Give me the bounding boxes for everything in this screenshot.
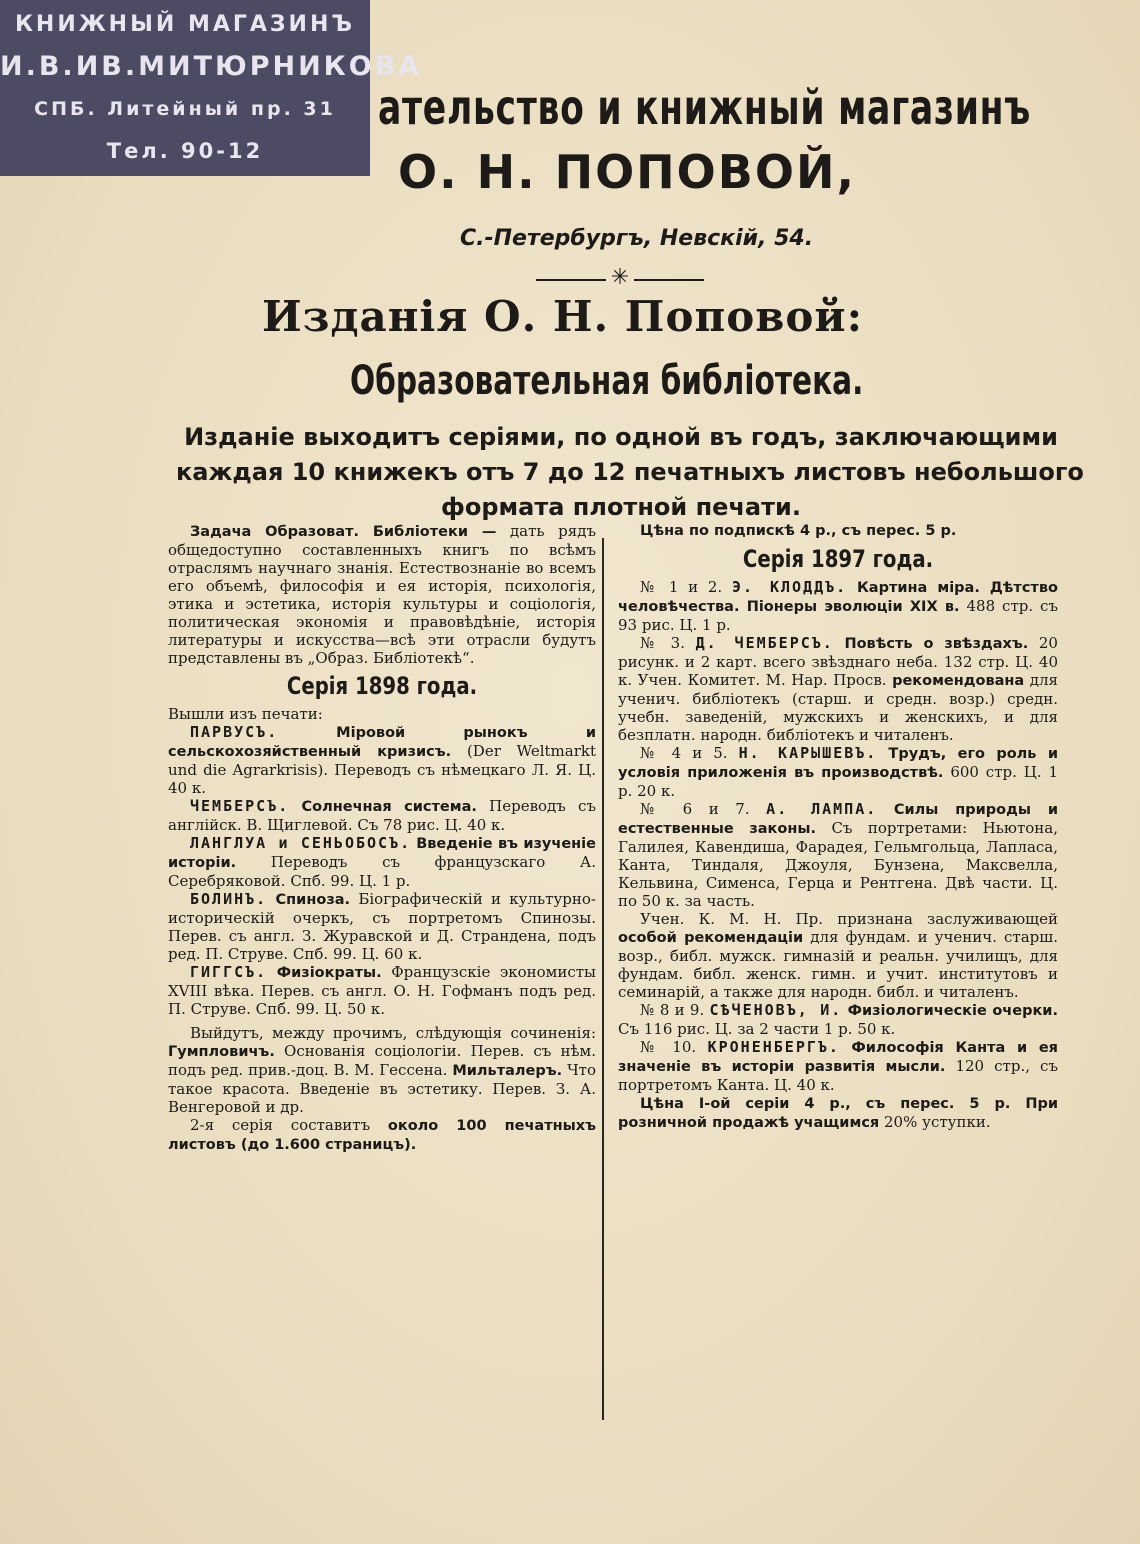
- closing-emphasis: около 100 печатныхъ листовъ (до 1.600 страницъ).: [168, 1118, 596, 1153]
- entry-author: БОЛИНЪ.: [190, 890, 268, 908]
- task-lead: Задача Образоват. Библiотеки —: [190, 524, 497, 540]
- intro-paragraph: [176, 420, 1084, 525]
- sub-title: Образовательная библiотека.: [350, 358, 864, 404]
- list-item: [168, 834, 596, 890]
- forthcoming-details: Что такое красота. Введенiе въ эстетику. Перев. З. А. Венгеровой и др.: [168, 1061, 596, 1116]
- entry-number: № 3.: [640, 634, 685, 652]
- entry-title: Солнечная система.: [301, 799, 477, 815]
- entry-title: Картина мiра. Дѣтство человѣчества. Пiонеры эволюцiи XIX в.: [618, 580, 1058, 615]
- entry-number: № 1 и 2.: [640, 578, 723, 596]
- entry-details: Французскiе экономисты XVIII вѣка. Перев. съ англ. О. Н. Гофманъ подъ ред. П. Струве. Спб. 99. Ц. 50 к.: [168, 963, 596, 1018]
- star-ornament-icon: ✳: [610, 264, 630, 289]
- publisher-name: О. Н. ПОПОВОЙ,: [398, 145, 856, 199]
- task-text: дать рядъ общедоступно составленныхъ книгъ по всѣмъ отраслямъ научнаго знанiя. Естествознанiе во всемъ его объемѣ, философiя и ея исторiя, психологiя, этика и эстетика, исторiя культуры и соцiологiя, политическая экономiя и правовѣдѣнiе, исторiя литературы и искусства—всѣ эти отрасли будутъ представлены въ „Образ. Библiотекѣ“.: [168, 522, 596, 667]
- forthcoming-author: Мильталеръ.: [452, 1063, 563, 1079]
- right-column: [618, 522, 1058, 1132]
- entry-title: Физiократы.: [276, 965, 382, 981]
- list-item: [168, 890, 596, 963]
- price-discount: 20% уступки.: [884, 1113, 991, 1131]
- closing-lead: 2-я серiя составитъ: [190, 1116, 371, 1134]
- entry-details: 488 стр. съ 93 рис. Ц. 1 р.: [618, 597, 1059, 634]
- entry-number: № 6 и 7.: [640, 800, 750, 818]
- bookshop-stamp: [0, 0, 423, 176]
- ornament-line-left: [536, 279, 606, 281]
- entry-title: Мiровой рынокъ и сельскохозяйственный кризисъ.: [168, 725, 596, 760]
- entry-details: Переводъ съ французскаго А. Серебряковой. Спб. 99. Ц. 1 р.: [168, 853, 596, 890]
- forthcoming-details: Основанiя соцiологiи. Перев. съ нѣм. подъ ред. прив.-доц. В. М. Гессена.: [168, 1042, 596, 1079]
- entry-number: № 8 и 9.: [640, 1001, 705, 1019]
- printed-label: Вышли изъ печати:: [168, 705, 323, 723]
- stamp-line-1: КНИЖНЫЙ МАГАЗИНЪ: [14, 12, 356, 37]
- price-emphasis: Цѣна I-ой серiи 4 р., съ перес. 5 р. При розничной продажѣ учащимся: [618, 1096, 1058, 1131]
- entry-number: № 10.: [640, 1038, 697, 1056]
- stamp-line-4: Тел. 90-12: [106, 139, 264, 163]
- entry-details: для ученич. библiотекъ (старш. и средн. возр.) средн. учебн. заведенiй, мужскихъ и женскихъ, и для безплатн. народн. библiотекъ и читаленъ.: [618, 671, 1058, 744]
- list-item: [618, 800, 1058, 910]
- stamp-line-2: И.В.ИВ.МИТЮРНИКОВА: [0, 51, 423, 82]
- entry-recommendation: рекомендована: [892, 673, 1025, 689]
- list-item: [168, 797, 596, 834]
- entry-title: Трудъ, его роль и условiя приложенiя въ производствѣ.: [618, 746, 1058, 781]
- entry-author: Д. ЧЕМБЕРСЪ.: [695, 634, 834, 652]
- list-item: [618, 578, 1058, 634]
- entry-author: А. ЛАМПА.: [766, 800, 878, 818]
- main-title: Изданiя О. Н. Поповой:: [262, 292, 864, 341]
- entry-author: ЧЕМБЕРСЪ.: [190, 797, 290, 815]
- committee-details: для фундам. и ученич. старш. возр., библ. мужск. гимназiй и реальн. училищъ, для фундам. библ. женск. гимн. и учит. институтовъ и семинарiй, а также для народн. библ. и читаленъ.: [618, 928, 1058, 1001]
- intro-line: формата плотной печати.: [441, 493, 801, 521]
- column-divider: [602, 538, 604, 1420]
- list-item: [168, 963, 596, 1018]
- publisher-line: ательство и книжный магазинъ: [378, 80, 1031, 136]
- entry-author: СѢЧЕНОВЪ, И.: [709, 1001, 843, 1019]
- price-paragraph: [618, 1094, 1058, 1132]
- entry-details: Бiографическiй и культурно-историческiй очеркъ, съ портретомъ Спинозы. Перев. съ англ. З. Журавской и Д. Страндена, подъ ред. П. Струве. Спб. 99. Ц. 60 к.: [168, 890, 596, 963]
- intro-line: каждая 10 книжекъ отъ 7 до 12 печатныхъ листовъ небольшого: [176, 458, 1084, 486]
- entry-author: Э. КЛОДДЪ.: [731, 578, 848, 596]
- entry-details: Переводъ съ англiйск. В. Щиглевой. Съ 78 рис. Ц. 40 к.: [168, 797, 596, 834]
- intro-line: Изданiе выходитъ серiями, по одной въ годъ, заключающими: [184, 423, 1058, 451]
- entry-title: Спиноза.: [275, 892, 351, 908]
- forthcoming-author: Гумпловичъ.: [168, 1044, 275, 1060]
- entry-author: ЛАНГЛУА и СЕНЬОБОСЪ.: [190, 834, 412, 852]
- entry-number: № 4 и 5.: [640, 744, 728, 762]
- entry-author: КРОНЕНБЕРГЪ.: [707, 1038, 840, 1056]
- entry-author: ПАРВУСЪ.: [190, 723, 279, 741]
- list-item: [618, 634, 1058, 744]
- entry-details: Съ 116 рис. Ц. за 2 части 1 р. 50 к.: [618, 1020, 896, 1038]
- forthcoming-lead: Выйдутъ, между прочимъ, слѣдующiя сочиненiя:: [190, 1024, 596, 1042]
- entry-title: Силы природы и естественные законы.: [618, 802, 1058, 837]
- entry-details: (Der Weltmarkt und die Agrarkrisis). Переводъ съ нѣмецкаго Л. Я. Ц. 40 к.: [168, 742, 596, 797]
- stamp-line-3: СПБ. Литейный пр. 31: [34, 98, 336, 120]
- entry-details: Съ портретами: Ньютона, Галилея, Кавендиша, Фарадея, Гельмгольца, Лапласа, Канта, Тиндаля, Джоуля, Бунзена, Максвелла, Кельвина, Сименса, Герца и Рентгена. Двѣ части. Ц. по 50 к. за часть.: [618, 819, 1058, 910]
- entry-details: 120 стр., съ портретомъ Канта. Ц. 40 к.: [618, 1057, 1058, 1094]
- committee-emphasis: особой рекомендацiи: [618, 930, 804, 946]
- committee-paragraph: [618, 910, 1058, 1001]
- task-paragraph: [168, 522, 596, 667]
- ornament-line-right: [634, 279, 704, 281]
- publisher-address: С.-Петербургъ, Невскiй, 54.: [460, 226, 814, 251]
- committee-lead: Учен. К. М. Н. Пр. признана заслуживающей: [640, 910, 1058, 928]
- list-item: [618, 1001, 1058, 1038]
- subscription-price: Цѣна по подпискѣ 4 р., съ перес. 5 р.: [640, 523, 957, 539]
- entry-title: Повѣсть о звѣздахъ.: [844, 636, 1029, 652]
- list-item: [618, 744, 1058, 800]
- forthcoming-paragraph: [168, 1024, 596, 1116]
- closing-paragraph: [168, 1116, 596, 1154]
- entry-title: Философiя Канта и ея значенiе въ исторiи развитiя мысли.: [618, 1040, 1058, 1075]
- entry-author: ГИГГСЪ.: [190, 963, 268, 981]
- entry-title: Введенiе въ изученiе исторiи.: [168, 836, 596, 871]
- series-1898-heading: Серiя 1898 года.: [286, 672, 478, 700]
- entry-details: 600 стр. Ц. 1 р. 20 к.: [618, 763, 1058, 800]
- series-1897-heading: Серiя 1897 года.: [742, 545, 934, 573]
- list-item: [168, 723, 596, 797]
- entry-details: 20 рисунк. и 2 карт. всего звѣзднаго неба. 132 стр. Ц. 40 к. Учен. Комитет. М. Нар. Просв.: [618, 634, 1058, 689]
- entry-title: Физiологическiе очерки.: [847, 1003, 1058, 1019]
- list-item: [618, 1038, 1058, 1094]
- entry-author: Н. КАРЫШЕВЪ.: [738, 744, 878, 762]
- left-column: [168, 522, 596, 1154]
- ornament-divider: [536, 264, 704, 290]
